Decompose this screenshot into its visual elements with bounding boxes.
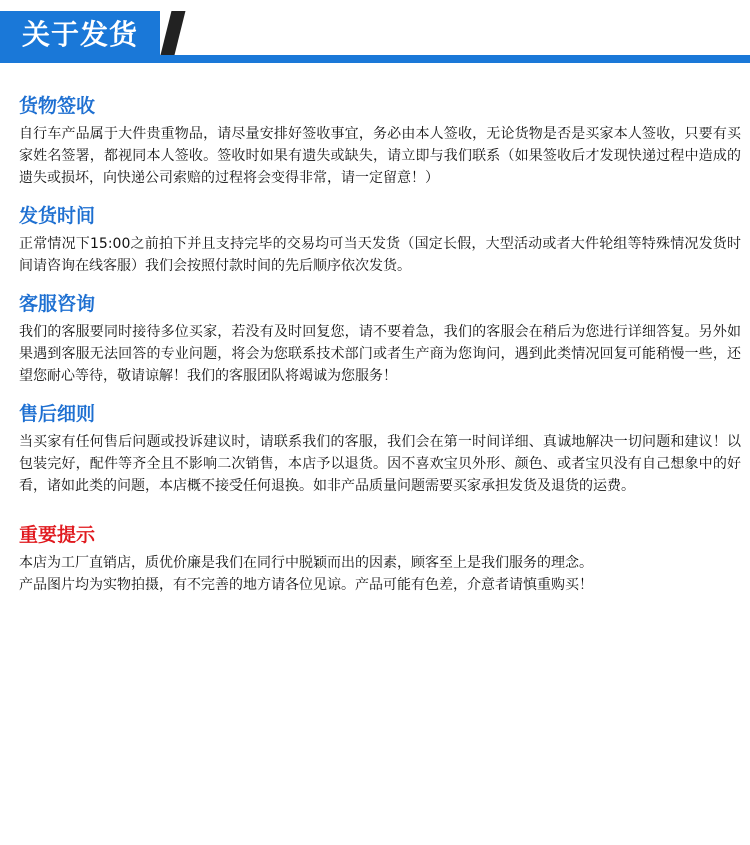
section-body: 我们的客服要同时接待多位买家，若没有及时回复您，请不要着急，我们的客服会在稍后为您进行详细答复。另外如果遇到客服无法回答的专业问题，将会为您联系技术部门或者生产商为您询问，遇到此类情况回复可能稍慢一些，还望您耐心等待，敬请谅解！我们的客服团队将竭诚为您服务！: [19, 324, 741, 384]
page-title: 关于发货: [22, 18, 139, 51]
section-body: 正常情况下15:00之前拍下并且支持完毕的交易均可当天发货（国定长假，大型活动或者大件轮组等特殊情况发货时间请咨询在线客服）我们会按照付款时间的先后顺序依次发货。: [19, 236, 741, 274]
section-body: 当买家有任何售后问题或投诉建议时，请联系我们的客服，我们会在第一时间详细、真诚地解决一切问题和建议！以包装完好，配件等齐全且不影响二次销售，本店予以退货。因不喜欢宝贝外形、颜色、或者宝贝没有自己想象中的好看，诸如此类的问题，本店概不接受任何退换。如非产品质量问题需要买家承担发货及退货的运费。: [19, 434, 741, 494]
section-shipping-time: [19, 204, 741, 277]
section-important-notice: [19, 523, 593, 596]
header-title-tab: [0, 11, 160, 55]
section-customer-service: [19, 292, 741, 387]
section-after-sales: [19, 402, 741, 497]
header-underline-bar: [0, 55, 750, 63]
header-slash-decoration: [160, 11, 185, 57]
section-heading: 重要提示: [19, 524, 96, 546]
section-heading: 货物签收: [19, 95, 96, 117]
notice-line: 本店为工厂直销店，质优价廉是我们在同行中脱颖而出的因素，顾客至上是我们服务的理念。: [19, 555, 593, 571]
section-heading: 发货时间: [19, 205, 96, 227]
section-heading: 售后细则: [19, 403, 96, 425]
section-heading: 客服咨询: [19, 293, 96, 315]
section-body: 自行车产品属于大件贵重物品，请尽量安排好签收事宜，务必由本人签收，无论货物是否是买家本人签收，只要有买家姓名签署，都视同本人签收。签收时如果有遗失或缺失，请立即与我们联系（如果签收后才发现快递过程中造成的遗失或损坏，向快递公司索赔的过程将会变得非常，请一定留意！）: [19, 126, 741, 186]
header-banner: [0, 0, 750, 64]
notice-line: 产品图片均为实物拍摄，有不完善的地方请各位见谅。产品可能有色差，介意者请慎重购买！: [19, 577, 593, 593]
section-goods-receipt: [19, 94, 741, 189]
